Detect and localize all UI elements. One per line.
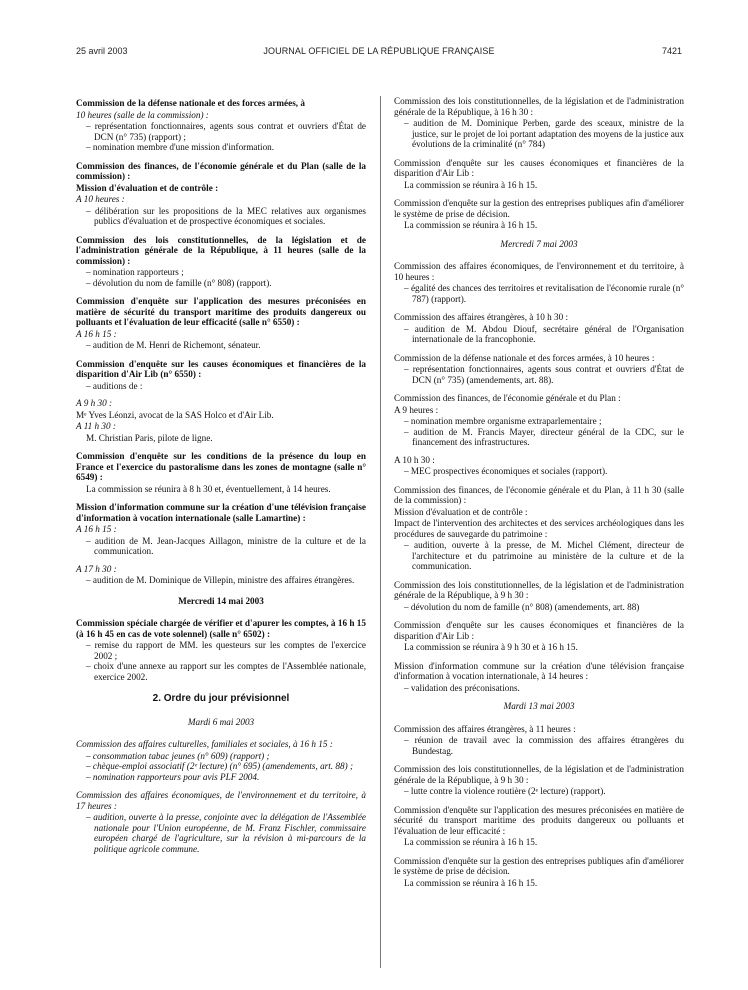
- agenda-item: – nomination membre organisme extraparlementaire ;: [394, 416, 684, 427]
- block-text: La commission se réunira à 8 h 30 et, éventuellement, à 14 heures.: [86, 483, 331, 494]
- block-text: La commission se réunira à 16 h 15.: [404, 220, 538, 230]
- block-heading: Commission des affaires culturelles, familiales et sociales, à 16 h 15 :: [76, 739, 333, 749]
- block-time: A 16 h 15 :: [76, 524, 117, 534]
- agenda-item: – auditions de :: [76, 381, 366, 392]
- agenda-item: – nomination membre d'une mission d'information.: [76, 142, 366, 153]
- block-heading: Commission d'enquête sur les causes économiques et financières de la disparition d'Air Lib (n° 6550) :: [76, 358, 366, 379]
- block-heading: Commission d'enquête sur les causes économiques et financières de la disparition d'Air Lib :: [394, 157, 684, 178]
- agenda-list: [76, 640, 366, 682]
- block-heading: Commission d'enquête sur la gestion des entreprises publiques afin d'améliorer le système de prise de décision.: [394, 198, 684, 219]
- date-heading: Mercredi 14 mai 2003: [178, 595, 264, 606]
- date-heading: Mardi 13 mai 2003: [503, 701, 575, 711]
- agenda-item: – audition, ouverte à la presse, de M. Michel Clément, directeur de l'architecture et du patrimoine au ministère de la culture et de la communication.: [394, 540, 684, 572]
- agenda-item: – délibération sur les propositions de la MEC relatives aux organismes publics d'évaluation et de prospective économiques et sociales.: [76, 206, 366, 227]
- agenda-list: [76, 267, 366, 288]
- agenda-item: – consommation tabac jeunes (n° 609) (rapport) ;: [76, 751, 366, 762]
- agenda-item: – dévolution du nom de famille (n° 808) (rapport).: [76, 278, 366, 289]
- page-number: 7421: [661, 46, 682, 56]
- block-heading: Commission d'enquête sur l'application des mesures préconisées en matière de sécurité du transport maritime des produits dangereux ou polluants et l'évaluation de leur efficacité :: [394, 804, 684, 836]
- header-date: 25 avril 2003: [76, 46, 128, 56]
- agenda-item: – dévolution du nom de famille (n° 808) (amendements, art. 88): [394, 602, 684, 613]
- agenda-list: [394, 364, 684, 385]
- block-time: A 17 h 30 :: [76, 563, 117, 574]
- block-heading: Commission des lois constitutionnelles, de la législation et de l'administration générale de la République, à 16 h 30 :: [394, 96, 684, 117]
- block-subheading: Mission d'évaluation et de contrôle :: [394, 506, 528, 517]
- block-text: La commission se réunira à 16 h 15.: [404, 179, 538, 190]
- agenda-item: – représentation fonctionnaires, agents sous contrat et ouvriers d'État de DCN (n° 735) (rapport) ;: [76, 121, 366, 142]
- right-column: [394, 96, 684, 896]
- agenda-item: – lutte contre la violence routière (2ᵉ lecture) (rapport).: [394, 786, 684, 797]
- agenda-item: – réunion de travail avec la commission des affaires étrangères du Bundestag.: [394, 735, 684, 756]
- agenda-item: – audition de M. Dominique de Villepin, ministre des affaires étrangères.: [76, 575, 366, 586]
- block-heading: Commission des lois constitutionnelles, de la législation et de l'administration générale de la République, à 9 h 30 :: [394, 764, 684, 785]
- agenda-item: – nomination rapporteurs pour avis PLF 2004.: [76, 772, 366, 783]
- block-text: La commission se réunira à 16 h 15.: [404, 877, 538, 888]
- block-heading: Mission d'information commune sur la création d'une télévision française d'information à vocation internationale (salle Lamartine) :: [76, 502, 366, 523]
- block-heading: Commission des finances, de l'économie générale et du Plan (salle de la commission) :: [76, 160, 366, 181]
- block-heading: Commission d'enquête sur l'application des mesures préconisées en matière de sécurité du transport maritime des produits dangereux ou polluants et l'évaluation de leur efficacité (salle n° 6550) :: [76, 296, 366, 327]
- journal-title: JOURNAL OFFICIEL DE LA RÉPUBLIQUE FRANÇAISE: [263, 46, 495, 56]
- block-heading: Commission d'enquête sur les causes économiques et financières de la disparition d'Air Lib :: [394, 620, 684, 641]
- block-time: A 11 h 30 :: [76, 421, 116, 431]
- block-heading: Commission des lois constitutionnelles, de la législation et de l'administration générale de la République, à 9 h 30 :: [394, 579, 684, 600]
- block-heading: Commission de la défense nationale et des forces armées, à 10 heures :: [394, 352, 655, 363]
- date-heading: Mardi 6 mai 2003: [187, 716, 255, 727]
- block-heading: Commission des affaires économiques, de l'environnement et du territoire, à 10 heures :: [394, 261, 684, 282]
- block-text: La commission se réunira à 16 h 15.: [404, 837, 538, 847]
- block-text: Mᵉ Yves Léonzi, avocat de la SAS Holco et d'Air Lib.: [76, 409, 274, 420]
- agenda-list: [394, 466, 684, 477]
- block-heading: Commission d'enquête sur la gestion des entreprises publiques afin d'améliorer le système de prise de décision.: [394, 855, 684, 876]
- agenda-list: [394, 786, 684, 797]
- block-time: A 9 heures :: [394, 404, 439, 415]
- block-time: 10 heures (salle de la commission) :: [76, 109, 209, 120]
- date-heading: Mercredi 7 mai 2003: [500, 238, 578, 249]
- block-time: A 10 h 30 :: [394, 454, 435, 465]
- block-time: A 16 h 15 :: [76, 328, 117, 339]
- agenda-item: – audition de M. Henri de Richemont, sénateur.: [76, 340, 366, 351]
- block-text: La commission se réunira à 9 h 30 et à 16 h 15.: [404, 642, 578, 652]
- agenda-list: [76, 575, 366, 586]
- block-heading: Commission spéciale chargée de vérifier et d'apurer les comptes, à 16 h 15 (à 16 h 45 en cas de vote solennel) (salle n° 6502) :: [76, 618, 366, 639]
- block-heading: Commission des affaires étrangères, à 10 h 30 :: [394, 312, 569, 322]
- agenda-list: [76, 812, 366, 854]
- agenda-item: – chèque-emploi associatif (2ᵉ lecture) (n° 695) (amendements, art. 88) ;: [76, 761, 366, 772]
- block-heading: Commission des finances, de l'économie générale et du Plan :: [394, 393, 621, 403]
- agenda-list: [394, 324, 684, 345]
- agenda-item: – nomination rapporteurs ;: [76, 267, 366, 278]
- agenda-list: [394, 540, 684, 572]
- agenda-item: – MEC prospectives économiques et sociales (rapport).: [394, 466, 684, 477]
- block-heading: Commission de la défense nationale et des forces armées, à: [76, 98, 305, 108]
- agenda-list: [76, 536, 366, 557]
- column-divider: [380, 96, 381, 968]
- agenda-list: [394, 416, 684, 448]
- block-text: Impact de l'intervention des architectes et des services archéologiques dans les procédures de sauvegarde du patrimoine :: [394, 518, 684, 539]
- agenda-list: [394, 683, 684, 694]
- agenda-list: [76, 340, 366, 351]
- agenda-item: – validation des préconisations.: [394, 683, 684, 694]
- block-heading: Commission des affaires étrangères, à 11 heures :: [394, 723, 576, 734]
- agenda-item: – audition de M. Abdou Diouf, secrétaire général de l'Organisation internationale de la francophonie.: [394, 324, 684, 345]
- agenda-list: [76, 751, 366, 783]
- block-heading: Commission d'enquête sur les conditions de la présence du loup en France et l'exercice du pastoralisme dans les zones de montagne (salle n° 6549) :: [76, 451, 366, 482]
- agenda-list: [394, 283, 684, 304]
- block-subheading: Mission d'évaluation et de contrôle :: [76, 182, 219, 193]
- page-header: [76, 46, 682, 58]
- agenda-item: – remise du rapport de MM. les questeurs sur les comptes de l'exercice 2002 ;: [76, 640, 366, 661]
- block-time: A 10 heures :: [76, 194, 125, 204]
- agenda-list: [76, 121, 366, 153]
- agenda-item: – égalité des chances des territoires et revitalisation de l'économie rurale (n° 787) (rapport).: [394, 283, 684, 304]
- left-column: [76, 98, 366, 862]
- agenda-item: – choix d'une annexe au rapport sur les comptes de l'Assemblée nationale, exercice 2002.: [76, 661, 366, 682]
- section-heading: 2. Ordre du jour prévisionnel: [152, 693, 290, 704]
- block-heading: Commission des finances, de l'économie générale et du Plan, à 11 h 30 (salle de la commission) :: [394, 484, 684, 505]
- agenda-item: – représentation fonctionnaires, agents sous contrat et ouvriers d'État de DCN (n° 735) (amendements, art. 88).: [394, 364, 684, 385]
- agenda-item: – audition, ouverte à la presse, conjointe avec la délégation de l'Assemblée nationale pour l'Union européenne, de M. Franz Fischler, commissaire européen chargé de l'agriculture, sur la révision à mi-parcours de la politique agricole commune.: [76, 812, 366, 854]
- block-heading: Commission des lois constitutionnelles, de la législation et de l'administration générale de la République, à 11 heures (salle de la commission) :: [76, 234, 366, 266]
- block-heading: Mission d'information commune sur la création d'une télévision française d'information à vocation internationale, à 14 heures :: [394, 660, 684, 681]
- block-text: M. Christian Paris, pilote de ligne.: [86, 432, 213, 443]
- agenda-list: [76, 206, 366, 227]
- agenda-item: – audition de M. Dominique Perben, garde des sceaux, ministre de la justice, sur le projet de loi portant adaptation des moyens de la justice aux évolutions de la criminalité (n° 784): [394, 118, 684, 150]
- agenda-list: [394, 602, 684, 613]
- agenda-list: [76, 381, 366, 392]
- agenda-list: [394, 735, 684, 756]
- block-time: A 9 h 30 :: [76, 398, 113, 408]
- block-heading: Commission des affaires économiques, de l'environnement et du territoire, à 17 heures :: [76, 790, 366, 811]
- agenda-list: [394, 118, 684, 150]
- agenda-item: – audition de M. Jean-Jacques Aillagon, ministre de la culture et de la communication.: [76, 536, 366, 557]
- agenda-item: – audition de M. Francis Mayer, directeur général de la CDC, sur le financement des infrastructures.: [394, 427, 684, 448]
